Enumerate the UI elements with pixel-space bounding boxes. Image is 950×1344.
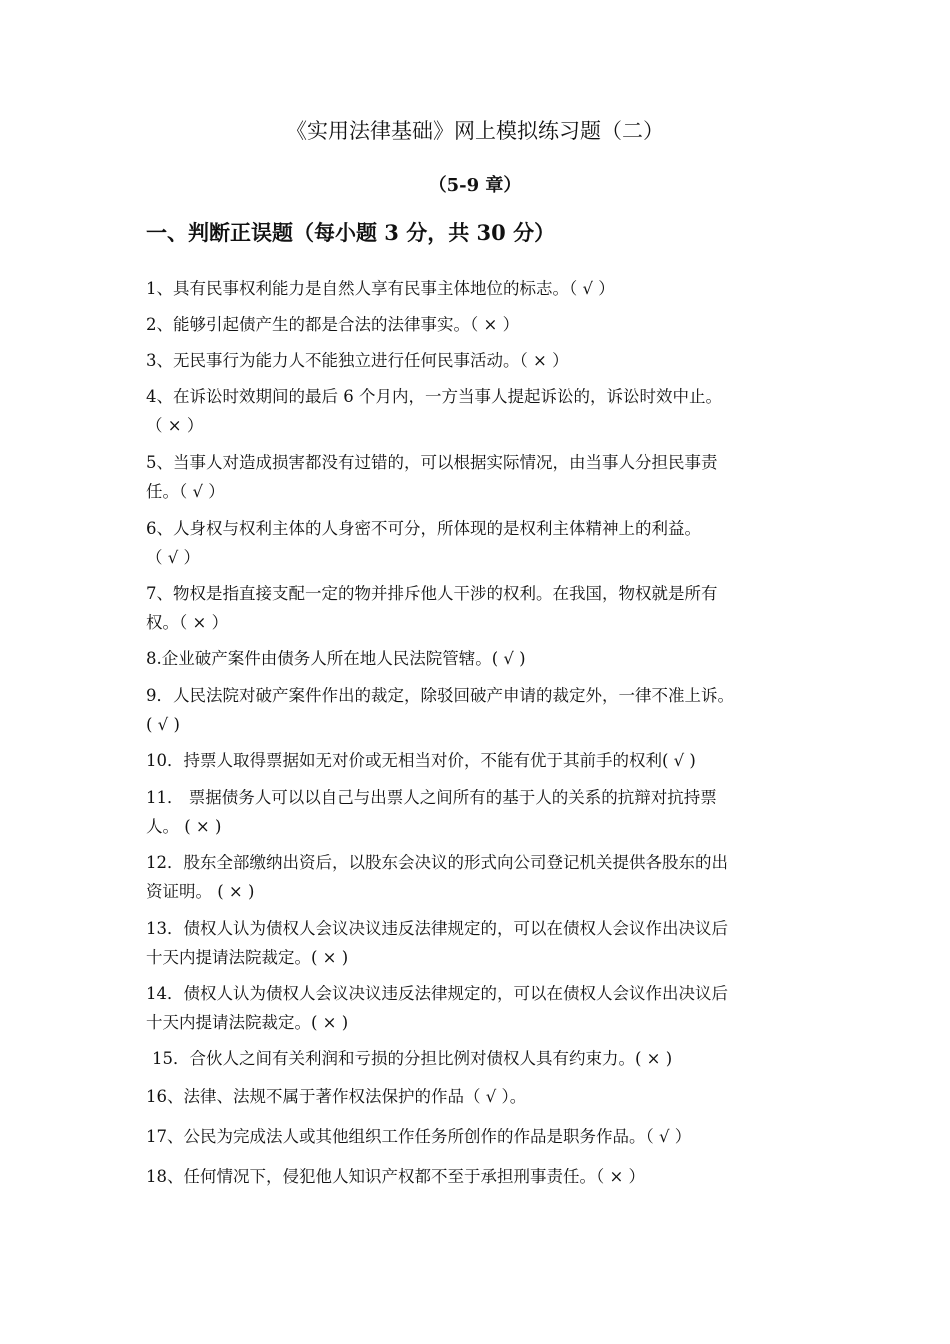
question-18-line-1: 18、任何情况下，侵犯他人知识产权都不至于承担刑事责任。（ × ）	[146, 1167, 646, 1186]
question-14-line-2: 十天内提请法院裁定。( × )	[146, 1013, 349, 1032]
question-7-line-2: 权。（ × ）	[146, 613, 229, 632]
question-12-line-1: 12．股东全部缴纳出资后，以股东会决议的形式向公司登记机关提供各股东的出	[146, 853, 728, 872]
question-4-line-1: 4、在诉讼时效期间的最后 6 个月内，一方当事人提起诉讼的，诉讼时效中止。	[146, 387, 722, 406]
question-7	[146, 579, 811, 637]
question-2	[146, 310, 811, 339]
question-8-line-1: 8.企业破产案件由债务人所在地人民法院管辖。( √ )	[146, 649, 526, 668]
question-5-line-1: 5、当事人对造成损害都没有过错的，可以根据实际情况，由当事人分担民事责	[146, 453, 718, 472]
question-14	[146, 979, 811, 1037]
question-9-line-2: ( √ )	[146, 715, 180, 734]
question-7-line-1: 7、物权是指直接支配一定的物并排斥他人干涉的权利。在我国，物权就是所有	[146, 584, 718, 603]
document-subtitle: （5-9 章）	[428, 175, 522, 196]
question-6	[146, 514, 811, 572]
question-18	[146, 1162, 811, 1191]
question-15-line-1: 15．合伙人之间有关利润和亏损的分担比例对债权人具有约束力。( × )	[152, 1049, 673, 1068]
question-11-line-2: 人。 ( × )	[146, 817, 222, 836]
question-9-line-1: 9．人民法院对破产案件作出的裁定，除驳回破产申请的裁定外，一律不准上诉。	[146, 686, 734, 705]
question-5-line-2: 任。（ √ ）	[146, 482, 225, 501]
question-13	[146, 914, 811, 972]
question-1	[146, 274, 811, 303]
question-8	[146, 644, 811, 673]
question-15	[152, 1044, 817, 1073]
question-16	[146, 1082, 811, 1111]
question-14-line-1: 14．债权人认为债权人会议决议违反法律规定的，可以在债权人会议作出决议后	[146, 984, 728, 1003]
question-2-line-1: 2、能够引起债产生的都是合法的法律事实。（ × ）	[146, 315, 520, 334]
question-17	[146, 1122, 811, 1151]
question-13-line-1: 13．债权人认为债权人会议决议违反法律规定的，可以在债权人会议作出决议后	[146, 919, 728, 938]
question-4-line-2: （ × ）	[146, 416, 204, 435]
question-6-line-2: （ √ ）	[146, 548, 201, 567]
question-10-line-1: 10．持票人取得票据如无对价或无相当对价，不能有优于其前手的权利( √ )	[146, 751, 696, 770]
question-1-line-1: 1、具有民事权利能力是自然人享有民事主体地位的标志。（ √ ）	[146, 279, 615, 298]
question-3	[146, 346, 811, 375]
question-11	[146, 783, 811, 841]
question-12-line-2: 资证明。 ( × )	[146, 882, 255, 901]
question-10	[146, 746, 811, 775]
question-6-line-1: 6、人身权与权利主体的人身密不可分，所体现的是权利主体精神上的利益。	[146, 519, 701, 538]
question-5	[146, 448, 811, 506]
document-title: 《实用法律基础》网上模拟练习题（二）	[286, 119, 664, 143]
question-17-line-1: 17、公民为完成法人或其他组织工作任务所创作的作品是职务作品。（ √ ）	[146, 1127, 692, 1146]
question-4	[146, 382, 811, 440]
question-16-line-1: 16、法律、法规不属于著作权法保护的作品（ √ ）。	[146, 1087, 527, 1106]
question-13-line-2: 十天内提请法院裁定。( × )	[146, 948, 349, 967]
question-3-line-1: 3、无民事行为能力人不能独立进行任何民事活动。（ × ）	[146, 351, 569, 370]
question-11-line-1: 11． 票据债务人可以以自己与出票人之间所有的基于人的关系的抗辩对抗持票	[146, 788, 717, 807]
section-heading: 一、判断正误题（每小题 3 分，共 30 分）	[146, 220, 556, 245]
question-12	[146, 848, 811, 906]
question-9	[146, 681, 811, 739]
